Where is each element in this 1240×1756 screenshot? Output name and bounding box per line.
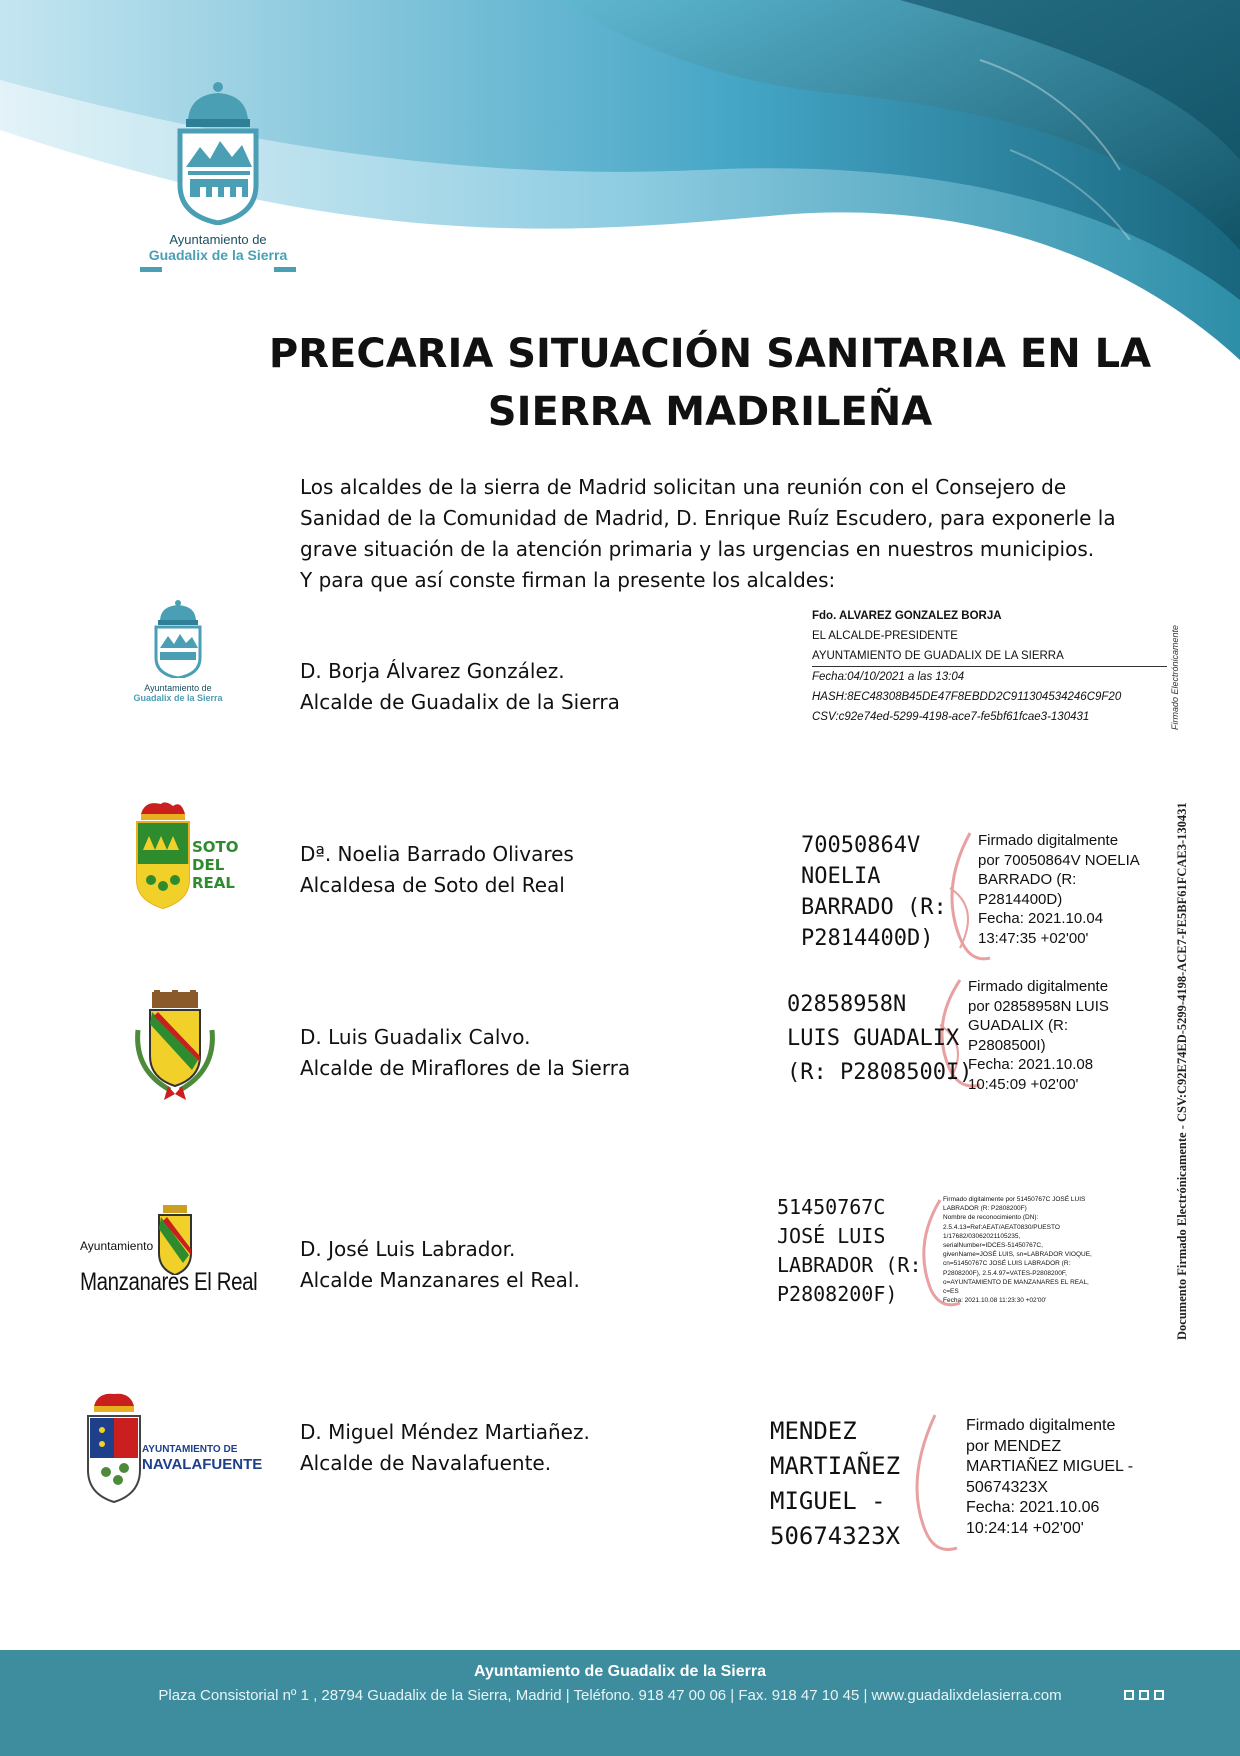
navalafuente-logo-text1: AYUNTAMIENTO DE bbox=[142, 1444, 238, 1455]
manzanares-logo-text1: Ayuntamiento bbox=[80, 1239, 154, 1253]
signer-role: Alcalde de Guadalix de la Sierra bbox=[300, 690, 620, 714]
sig-tiny-line: 1/17682/03062021105235, bbox=[943, 1232, 1021, 1240]
sig-tiny-line: c=ES bbox=[943, 1288, 959, 1296]
sig-small-line: MARTIAÑEZ MIGUEL - bbox=[966, 1458, 1134, 1475]
sig-tiny-line: Nombre de reconocimiento (DN): bbox=[943, 1214, 1039, 1222]
soto-logo-text bbox=[192, 838, 239, 892]
side-verification-text: Documento Firmado Electrónicamente - CSV:C92E74ED-5299-4198-ACE7-FE5BF61FCAE3-130431 bbox=[1175, 802, 1189, 1340]
header-logo-dots bbox=[138, 267, 298, 272]
miraflores-logo bbox=[130, 990, 220, 1105]
intro-line-2: Sanidad de la Comunidad de Madrid, D. Enrique Ruíz Escudero, para exponerle la bbox=[300, 506, 1116, 530]
navalafuente-logo-text2: NAVALAFUENTE bbox=[142, 1456, 263, 1473]
manzanares-shield-icon bbox=[155, 1205, 195, 1275]
sig-big-line: 51450767C bbox=[777, 1195, 886, 1219]
sig-big-line: MARTIAÑEZ bbox=[770, 1452, 901, 1480]
sig-tiny-line: LABRADOR (R: P2808200F) bbox=[943, 1205, 1027, 1213]
sig-tiny-line: Fecha: 2021.10.08 11:23:30 +02'00' bbox=[943, 1297, 1047, 1305]
signature-text-miraflores bbox=[968, 977, 1109, 1094]
signer-guadalix bbox=[300, 656, 740, 718]
guadalix-logo bbox=[128, 598, 228, 713]
sig-tiny-line: o=AYUNTAMIENTO DE MANZANARES EL REAL, bbox=[943, 1278, 1089, 1286]
sig-big-line: BARRADO (R: bbox=[801, 895, 947, 920]
signer-role: Alcalde de Navalafuente. bbox=[300, 1451, 552, 1475]
sig-small-line: Firmado digitalmente bbox=[968, 978, 1109, 995]
sig-tiny-line: serialNumber=IDCES-51450767C, bbox=[943, 1242, 1043, 1250]
signer-name: D. Luis Guadalix Calvo. bbox=[300, 1025, 531, 1049]
sig-small-line: BARRADO (R: bbox=[978, 871, 1077, 888]
signature-text-navalafuente bbox=[966, 1416, 1133, 1539]
sig-small-line: por MENDEZ bbox=[966, 1437, 1062, 1455]
sig-tiny-line: P2808200F), 2.5.4.97=VATES-P2808200F, bbox=[943, 1269, 1067, 1277]
signer-soto bbox=[300, 839, 740, 901]
sig-big-line: P2808200F) bbox=[777, 1282, 898, 1306]
sig-tiny-line: Firmado digitalmente por 51450767C JOSÉ LUIS bbox=[943, 1196, 1086, 1203]
soto-logo-word2: DEL bbox=[192, 856, 225, 874]
navalafuente-shield-icon bbox=[84, 1390, 144, 1510]
signature-text-manzanares bbox=[943, 1195, 1092, 1305]
sig-date-line: Fecha:04/10/2021 a las 13:04 bbox=[812, 671, 965, 683]
sig-big-line: 50674323X bbox=[770, 1522, 901, 1550]
sig-big-line: LUIS GUADALIX bbox=[787, 1026, 960, 1051]
signer-name: D. Miguel Méndez Martiañez. bbox=[300, 1420, 590, 1444]
sig-small-line: por 02858958N LUIS bbox=[968, 997, 1109, 1015]
sig-big-line: MIGUEL - bbox=[770, 1487, 886, 1515]
guadalix-header-logo bbox=[138, 75, 298, 275]
sig-small-line: 10:45:09 +02'00' bbox=[968, 1075, 1079, 1093]
sig-small-line: Fecha: 2021.10.08 bbox=[968, 1056, 1094, 1073]
signer-miraflores bbox=[300, 1022, 740, 1084]
navalafuente-logo bbox=[84, 1390, 263, 1510]
sig-small-line: P2808500I) bbox=[968, 1036, 1046, 1054]
intro-line-3: grave situación de la atención primaria y las urgencias en nuestros municipios. bbox=[300, 537, 1095, 561]
header-logo-text2: Guadalix de la Sierra bbox=[148, 247, 288, 263]
crown-shield-icon bbox=[128, 598, 228, 678]
signer-role: Alcalde Manzanares el Real. bbox=[300, 1268, 580, 1292]
intro-line-1: Los alcaldes de la sierra de Madrid solicitan una reunión con el Consejero de bbox=[300, 475, 1067, 499]
sig-small-line: Fecha: 2021.10.04 bbox=[978, 910, 1104, 927]
sig-tiny-line: cn=51450767C JOSÉ LUIS LABRADOR (R: bbox=[943, 1260, 1071, 1268]
signer-name: Dª. Noelia Barrado Olivares bbox=[300, 842, 574, 866]
signature-visual-soto bbox=[801, 830, 947, 954]
intro-paragraph bbox=[300, 472, 1180, 596]
sig-big-line: NOELIA bbox=[801, 864, 881, 889]
sig-small-line: Firmado digitalmente bbox=[978, 832, 1119, 849]
sig-role-line: EL ALCALDE-PRESIDENTE bbox=[812, 630, 958, 642]
signer-role: Alcalde de Miraflores de la Sierra bbox=[300, 1056, 631, 1080]
guadalix-logo-text1: Ayuntamiento de bbox=[144, 683, 212, 693]
sig-hash-line: HASH:8EC48308B45DE47F8EBDD2C911304534246C9F20 bbox=[812, 691, 1122, 703]
sig-tiny-line: givenName=JOSÉ LUIS, sn=LABRADOR VIOQUE, bbox=[943, 1251, 1092, 1259]
intro-line-4: Y para que así conste firman la presente los alcaldes: bbox=[300, 568, 836, 592]
sig-small-line: 50674323X bbox=[966, 1478, 1048, 1496]
signature-block-guadalix bbox=[812, 606, 1167, 727]
side-signed-label bbox=[1170, 620, 1184, 730]
footer-org: Ayuntamiento de Guadalix de la Sierra bbox=[474, 1663, 766, 1680]
header-logo-text1: Ayuntamiento de bbox=[169, 232, 267, 247]
signature-visual-manzanares bbox=[777, 1193, 922, 1309]
sig-big-line: LABRADOR (R: bbox=[777, 1253, 922, 1277]
signature-visual-navalafuente bbox=[770, 1414, 900, 1554]
signer-name: D. Borja Álvarez González. bbox=[300, 659, 565, 683]
side-signed-text: Firmado Electrónicamente bbox=[1170, 624, 1180, 730]
sig-big-line: P2814400D) bbox=[801, 926, 934, 951]
sig-big-line: 70050864V bbox=[801, 833, 921, 858]
signer-role: Alcaldesa de Soto del Real bbox=[300, 873, 565, 897]
soto-logo-word1: SOTO bbox=[192, 838, 239, 856]
sig-big-line: (R: P2808500I) bbox=[787, 1060, 973, 1085]
guadalix-logo-text2: Guadalix de la Sierra bbox=[133, 693, 223, 703]
sig-signer-line: Fdo. ALVAREZ GONZALEZ BORJA bbox=[812, 610, 1002, 622]
manzanares-logo bbox=[80, 1205, 265, 1300]
miraflores-shield-icon bbox=[130, 990, 220, 1105]
side-verification-strip bbox=[1175, 720, 1195, 1340]
signer-manzanares bbox=[300, 1234, 740, 1296]
title-line-2: SIERRA MADRILEÑA bbox=[487, 389, 933, 435]
page-title bbox=[230, 325, 1190, 441]
sig-small-line: Firmado digitalmente bbox=[966, 1417, 1116, 1434]
signer-name: D. José Luis Labrador. bbox=[300, 1237, 516, 1261]
signature-visual-miraflores bbox=[787, 988, 972, 1090]
footer-address: Plaza Consistorial nº 1 , 28794 Guadalix de la Sierra, Madrid | Teléfono. 918 47 00 06 | Fax. 918 47 10 45 | www.guadalixdelasierra.com bbox=[158, 1687, 1062, 1704]
sig-small-line: P2814400D) bbox=[978, 890, 1063, 908]
sig-small-line: por 70050864V NOELIA bbox=[978, 851, 1140, 869]
sig-csv-line: CSV:c92e74ed-5299-4198-ace7-fe5bf61fcae3-130431 bbox=[812, 711, 1090, 723]
manzanares-logo-text2: Manzanares El Real bbox=[80, 1268, 258, 1296]
sig-small-line: Fecha: 2021.10.06 bbox=[966, 1499, 1100, 1516]
sig-big-line: JOSÉ LUIS bbox=[777, 1224, 886, 1248]
signature-text-soto bbox=[978, 831, 1140, 948]
sig-big-line: 02858958N bbox=[787, 992, 907, 1017]
crown-shield-icon bbox=[138, 75, 298, 225]
signer-navalafuente bbox=[300, 1417, 740, 1479]
sig-big-line: MENDEZ bbox=[770, 1417, 857, 1445]
sig-org-line: AYUNTAMIENTO DE GUADALIX DE LA SIERRA bbox=[812, 646, 1167, 667]
sig-small-line: 13:47:35 +02'00' bbox=[978, 929, 1089, 947]
signature-swash bbox=[895, 1410, 975, 1560]
sig-small-line: 10:24:14 +02'00' bbox=[966, 1519, 1084, 1537]
sig-tiny-line: 2.5.4.13=Ref:AEAT/AEAT0830/PUESTO bbox=[943, 1223, 1060, 1231]
soto-logo-word3: REAL bbox=[192, 874, 235, 892]
sig-small-line: GUADALIX (R: bbox=[968, 1017, 1069, 1034]
footer-squares-icon bbox=[1124, 1690, 1166, 1702]
title-line-1: PRECARIA SITUACIÓN SANITARIA EN LA bbox=[268, 331, 1152, 377]
